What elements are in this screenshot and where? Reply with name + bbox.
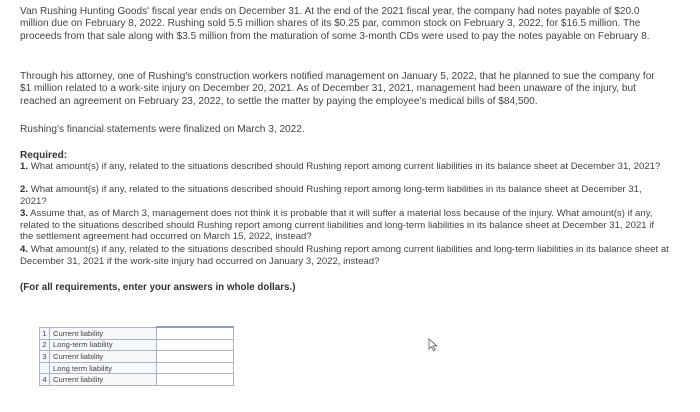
table-row — [40, 374, 234, 386]
problem-paragraph-2: Through his attorney, one of Rushing's construction workers notified management on January 5, 2022, that he planned to sue the company for $1 million related to a work-site injury on December 20, 2021. As of December 31, 2021, management had been unaware of the injury, but reached an agreement on February 23, 2022, to settle the matter by paying the employee's medical bills of $84,500. — [20, 71, 655, 107]
answer-table — [39, 326, 234, 386]
requirement-1 — [20, 161, 670, 173]
requirement-2-number: 2. — [20, 184, 29, 195]
requirement-4-text: What amount(s) if any, related to the situations described should Rushing report among current liabilities and long-term liabilities in its balance sheet at December 31, 2021 if the work-site injury had occurred on January 3, 2022, instead? — [20, 244, 669, 267]
requirement-3-number: 3. — [20, 208, 29, 219]
requirement-2 — [20, 184, 670, 207]
answer-input-1-current[interactable] — [157, 327, 234, 339]
row-number — [40, 362, 50, 374]
requirement-3 — [20, 208, 670, 243]
answer-input-2-long-term[interactable] — [157, 339, 234, 351]
requirement-1-text: What amount(s) if any, related to the situations described should Rushing report among current liabilities in its balance sheet at December 31, 2021? — [30, 161, 661, 172]
mouse-pointer-icon — [428, 338, 440, 352]
row-label: Current liability — [50, 374, 157, 386]
requirement-4-number: 4. — [20, 244, 29, 255]
answer-input-3-current[interactable] — [157, 351, 234, 363]
problem-paragraph-1: Van Rushing Hunting Goods' fiscal year ends on December 31. At the end of the 2021 fiscal year, the company had notes payable of $20.0 million due on February 8, 2022. Rushing sold 5.5 million shares of its $0.25 par, common stock on February 3, 2022, for $16.5 million. The proceeds from that sale along with $3.5 million from the maturation of some 3-month CDs were used to pay the notes payable on February 8. — [20, 6, 650, 42]
row-number: 1 — [40, 327, 50, 339]
requirement-4 — [20, 244, 670, 267]
row-label: Long-term liability — [50, 339, 157, 351]
row-label: Long term liability — [50, 362, 157, 374]
requirement-1-number: 1. — [20, 161, 29, 172]
row-label: Current liability — [50, 327, 157, 339]
requirement-2-text: What amount(s) if any, related to the situations described should Rushing report among long-term liabilities in its balance sheet at December 31, 2021? — [20, 184, 642, 207]
answer-input-3-long-term[interactable] — [157, 362, 234, 374]
required-heading: Required: — [20, 150, 68, 161]
answer-input-4-current[interactable] — [157, 374, 234, 386]
row-number: 2 — [40, 339, 50, 351]
table-row — [40, 362, 234, 374]
table-row — [40, 351, 234, 363]
row-number: 3 — [40, 351, 50, 363]
row-number: 4 — [40, 374, 50, 386]
answer-instruction-note: (For all requirements, enter your answers in whole dollars.) — [20, 282, 296, 293]
row-label: Current liability — [50, 351, 157, 363]
requirement-3-text: Assume that, as of March 3, management does not think it is probable that it will suffer a material loss because of the injury. What amount(s) if any, related to the situations described should Rushing report among current liabilities and long-term liabilities in its balance sheet at December 31, 2021 if the settlement agreement had occurred on March 15, 2022, instead? — [20, 208, 655, 243]
table-row — [40, 327, 234, 339]
table-row — [40, 339, 234, 351]
problem-paragraph-3: Rushing's financial statements were finalized on March 3, 2022. — [20, 124, 305, 135]
